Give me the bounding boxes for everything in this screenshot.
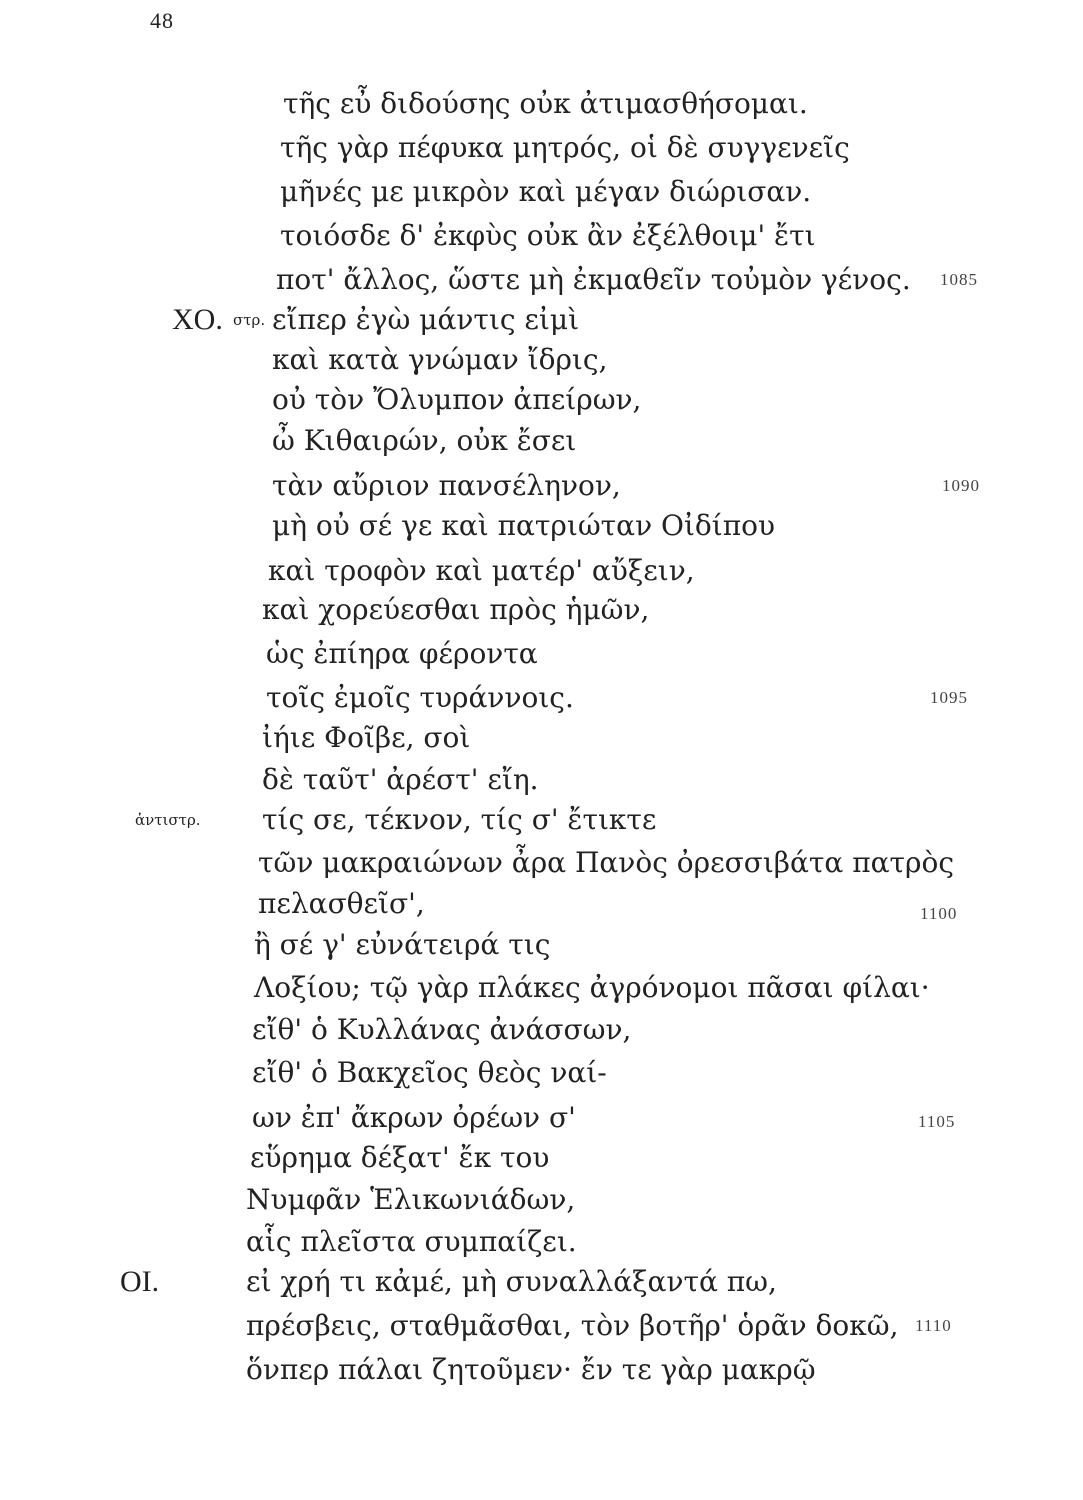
line-number: 1085 [940,270,978,289]
verse-line-text: εἴθ' ὁ Βακχεῖος θεὸς ναί- [252,1056,607,1089]
verse-line-text: ὦ Κιθαιρών, οὐκ ἔσει [272,424,577,457]
verse-line-text: τοιόσδε δ' ἐκφὺς οὐκ ἂν ἐξέλθοιμ' ἔτι [280,219,816,252]
verse-line [0,925,1083,965]
verse-line [0,843,1083,883]
verse-line-text: τίς σε, τέκνον, τίς σ' ἔτικτε [262,803,657,836]
verse-line-text: πρέσβεις, σταθμᾶσθαι, τὸν βοτῆρ' ὁρᾶν δοκῶ, [246,1309,899,1342]
verse-line [0,590,1083,630]
verse-line [0,1180,1083,1220]
verse-line-text: εἴθ' ὁ Κυλλάνας ἀνάσσων, [252,1013,632,1046]
verse-line [0,1098,1083,1138]
verse-line-text: καὶ κατὰ γνώμαν ἴδρις, [272,343,608,376]
verse-line-text: Νυμφᾶν Ἑλικωνιάδων, [246,1183,576,1216]
speaker-label: ΧΟ. [172,303,223,336]
speaker-label: ΟΙ. [120,1265,160,1298]
verse-line-text: δὲ ταῦτ' ἀρέστ' εἴη. [262,763,539,796]
verse-line [0,1350,1083,1390]
verse-line-text: τῶν μακραιώνων ἆρα Πανὸς ὀρεσσιβάτα πατρὸς [258,846,954,879]
verse-line [0,1138,1083,1178]
verse-line-text: πελασθεῖσ', [258,887,425,920]
verse-line-text: ἢ σέ γ' εὐνάτειρά τις [254,928,551,961]
verse-line [0,421,1083,461]
verse-line-text: μῆνές με μικρὸν καὶ μέγαν διώρισαν. [280,175,812,208]
verse-line-text: μὴ οὐ σέ γε καὶ πατριώταν Οἰδίπου [272,509,776,542]
verse-line [0,260,1083,300]
verse-line-text: εἰ χρή τι κἀμέ, μὴ συναλλάξαντά πω, [246,1265,777,1298]
verse-line-text: εἴπερ ἐγὼ μάντις εἰμὶ [272,303,580,336]
verse-line [0,466,1083,506]
verse-line [0,760,1083,800]
verse-line [0,172,1083,212]
verse-line-text: ὅνπερ πάλαι ζητοῦμεν· ἔν τε γὰρ μακρῷ [246,1353,816,1386]
verse-line-text: καὶ τροφὸν καὶ ματέρ' αὔξειν, [268,554,695,587]
verse-line [0,800,1083,840]
verse-line [0,128,1083,168]
verse-line [0,718,1083,758]
verse-line [0,1262,1083,1302]
verse-line [0,380,1083,420]
verse-line [0,340,1083,380]
line-number: 1105 [918,1112,956,1131]
verse-line-text: Λοξίου; τῷ γὰρ πλάκες ἀγρόνομοι πᾶσαι φίλαι· [254,971,930,1004]
verse-line-text: ὡς ἐπίηρα φέροντα [266,637,538,670]
verse-line [0,1222,1083,1262]
verse-line-text: αἷς πλεῖστα συμπαίζει. [246,1225,577,1258]
verse-line [0,678,1083,718]
verse-line-text: ἰήιε Φοῖβε, σοὶ [262,721,471,754]
section-mark: ἀντιστρ. [135,811,201,829]
verse-line [0,300,1083,340]
verse-line [0,968,1083,1008]
verse-line [0,1053,1083,1093]
verse-line-text: τῆς γὰρ πέφυκα μητρός, οἱ δὲ συγγενεῖς [280,131,850,164]
verse-line-text: τῆς εὖ διδούσης οὐκ ἀτιμασθήσομαι. [283,87,808,120]
verse-line [0,551,1083,591]
line-number: 1090 [942,476,980,495]
verse-line-text: οὐ τὸν Ὄλυμπον ἀπείρων, [272,383,642,416]
verse-line-text: τὰν αὔριον πανσέληνον, [272,469,621,502]
verse-line [0,506,1083,546]
verse-line [0,84,1083,124]
verse-line [0,1306,1083,1346]
verse-line [0,634,1083,674]
line-number: 1110 [915,1316,952,1335]
verse-line-text: καὶ χορεύεσθαι πρὸς ἡμῶν, [262,593,650,626]
line-number: 1100 [920,904,958,923]
verse-line-text: ων ἐπ' ἄκρων ὀρέων σ' [252,1101,576,1134]
verse-line [0,216,1083,256]
line-number: 1095 [930,688,968,707]
page-number: 48 [150,8,174,33]
verse-line-text: τοῖς ἐμοῖς τυράννοις. [266,681,574,714]
verse-line-text: εὕρημα δέξατ' ἔκ του [250,1141,550,1174]
section-mark: στρ. [233,311,266,329]
verse-line [0,884,1083,924]
verse-line [0,1010,1083,1050]
verse-line-text: ποτ' ἄλλος, ὥστε μὴ ἐκμαθεῖν τοὐμὸν γένος. [276,263,911,296]
